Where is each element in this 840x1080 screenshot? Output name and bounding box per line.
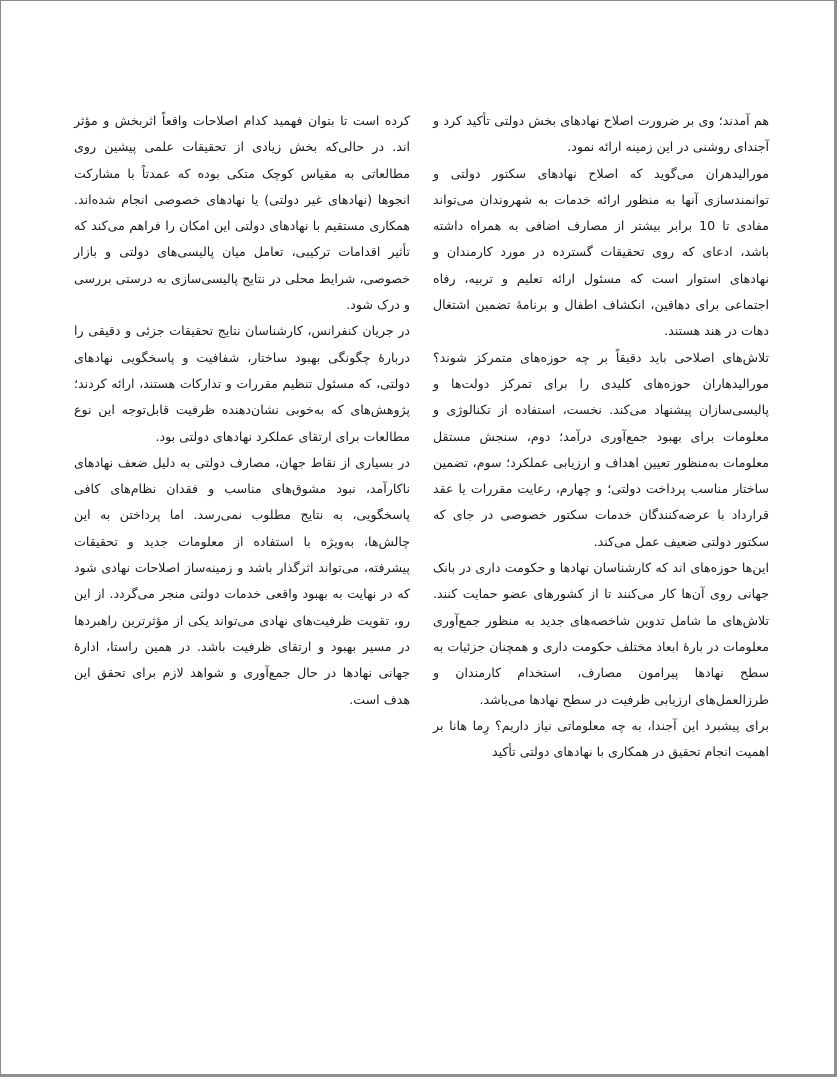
paragraph: مورالیدهران می‌گوید که اصلاح نهادهای سکتور دولتی و توانمندسازی آنها به منظور ارائه خدمات به شهروندان می‌تواند مفادی تا 10 برابر بیشتر از مصارف اضافی به همراه داشته باشد، ادعای که روی تحقیقات گسترده در مورد کارمندان و نهادهای استوار است که مسئول ارائه تعلیم و تربیه، رفاه اجتماعی برای دهاقین، انکشاف اطفال و برنامهٔ تضمین اشتغال دهات در هند هستند.	[433, 165, 769, 339]
text-column-left	[74, 108, 410, 713]
paragraph: در جریان کنفرانس، کارشناسان نتایج تحقیقات جزئی و دقیقی را دربارهٔ چگونگی بهبود ساختار، شفافیت و پاسخگویی نهادهای دولتی، که مسئول تنظیم مقررات و تدارکات هستند، ارائه کردند؛ پژوهش‌های که به‌خوبی نشان‌دهنده ظرفیت قابل‌توجه این نوع مطالعات برای ارتقای عملکرد نهادهای دولتی بود.	[74, 323, 410, 444]
paragraph: تلاش‌های اصلاحی باید دقیقاً بر چه حوزه‌های متمرکز شوند؟ مورالیدهاران حوزه‌های کلیدی را برای تمرکز دولت‌ها و پالیسی‌سازان پیشنهاد می‌کند. نخست، استفاده از تکنالوژی و معلومات برای بهبود جمع‌آوری درآمد؛ دوم، سنجش مستقل معلومات به‌منظور تعیین اهداف و ارزیابی عملکرد؛ سوم، تضمین ساختار مناسب پرداخت دولتی؛ و چهارم، رعایت مقررات یا عقد قرارداد با عرضه‌کنندگان خدمات سکتور خصوصی در جای که سکتور دولتی ضعیف عمل می‌کند.	[433, 349, 769, 549]
paragraph: هم آمدند؛ وی بر ضرورت اصلاح نهادهای بخش دولتی تأکید کرد و آجندای روشنی در این زمینه ارائه نمود.	[433, 113, 769, 155]
paragraph: در بسیاری از نقاط جهان، مصارف دولتی به دلیل ضعف نهادهای ناکارآمد، نبود مشوق‌های مناسب و فقدان نظام‌های کافی پاسخگویی، به نتایج مطلوب نمی‌رسد. اما پرداختن به این چالش‌ها، به‌ویژه با استفاده از معلومات جدید و تحقیقات پیشرفته، می‌تواند اثرگذار باشد و زمینه‌ساز اصلاحات نهادی شود که در نهایت به بهبود واقعی خدمات دولتی منجر می‌گردد. از این رو، تقویت ظرفیت‌های نهادی می‌تواند یکی از مؤثرترین راهبردها در مسیر بهبود و ارتقای ظرفیت باشد. در همین راستا، ادارهٔ جهانی نهادها در حال جمع‌آوری و شواهد لازم برای تحقق این هدف است.	[74, 454, 410, 707]
paragraph: این‌ها حوزه‌های اند که کارشناسان نهادها و حکومت داری در بانک جهانی روی آن‌ها کار می‌کنند تا از کشورهای عضو حمایت کنند. تلاش‌های ما شامل تدوین شاخصه‌های جدید به منظور جمع‌آوری معلومات در بارهٔ ابعاد مختلف حکومت داری و همچنان جزئیات به سطح نهادها پیرامون مصارف، استخدام کارمندان و طرزالعمل‌های ارزیابی ظرفیت در سطح نهادها می‌باشد.	[433, 560, 769, 707]
paragraph: کرده است تا بتوان فهمید کدام اصلاحات واقعاً اثربخش و مؤثر اند. در حالی‌که بخش زیادی از تحقیقات علمی پیشین روی مطالعاتی به مقیاس کوچک متکی بوده که عمدتاً با مشارکت انجوها (نهادهای غیر دولتی) یا نهادهای خصوصی انجام شده‌اند. همکاری مستقیم با نهادهای دولتی این امکان را فراهم می‌کند که تأثیر اقدامات ترکیبی، تعامل میان پالیسی‌های دولتی و بازار خصوصی، شرایط محلی در نتایج پالیسی‌سازی به درستی بررسی و درک شود.	[74, 113, 410, 313]
text-column-right	[433, 108, 769, 765]
paragraph: برای پیشبرد این آجندا، به چه معلوماتی نیاز داریم؟ رِما هانا بر اهمیت انجام تحقیق در همکاری با نهادهای دولتی تأکید	[433, 717, 769, 760]
